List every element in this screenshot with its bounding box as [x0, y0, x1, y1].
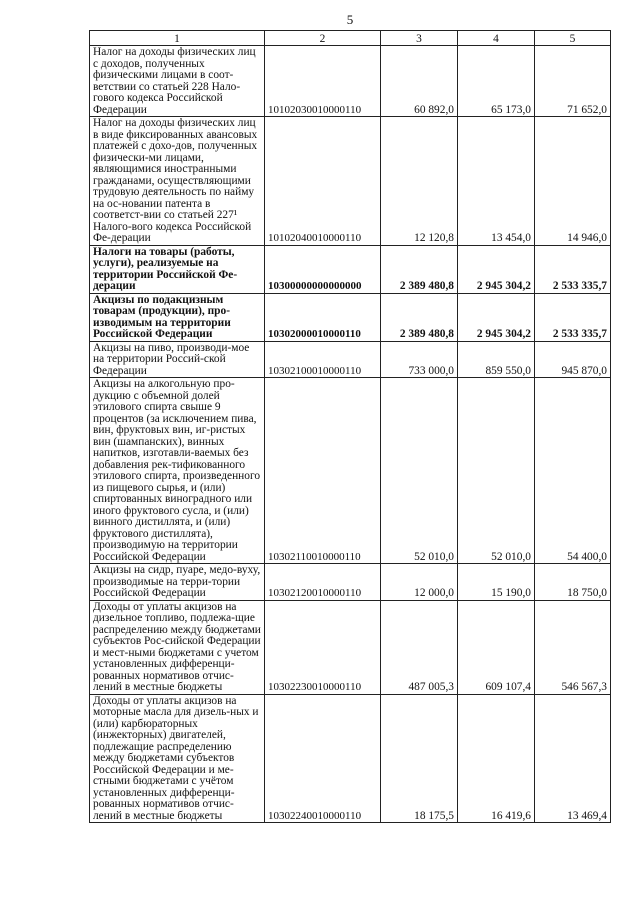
budget-code-cell: 10302110010000110: [265, 378, 381, 564]
revenue-name-cell: Налог на доходы физических лиц в виде фиксированных авансовых платежей с дохо-дов, полученных физически-ми лицами, являющимися иностранными гражданами, осуществляющими трудовую деятельность по найму на ос-новании патента в соответст-вии со статьей 227¹ Налого-вого кодекса Российской Фе-дерации: [90, 117, 265, 246]
budget-code-cell: 10302120010000110: [265, 564, 381, 601]
amount-cell-col3: 52 010,0: [381, 378, 458, 564]
amount-cell-col4: 52 010,0: [458, 378, 535, 564]
revenue-name-cell: Налог на доходы физических лиц с доходов, полученных физическими лицами в соот-ветствии со статьей 228 Нало-гового кодекса Российской Федерации: [90, 46, 265, 117]
amount-cell-col3: 487 005,3: [381, 600, 458, 694]
amount-cell-col3: 12 120,8: [381, 117, 458, 246]
column-header: 1: [90, 31, 265, 46]
amount-cell-col4: 859 550,0: [458, 341, 535, 378]
amount-cell-col5: 945 870,0: [535, 341, 611, 378]
amount-cell-col5: 18 750,0: [535, 564, 611, 601]
budget-code-cell: 10102040010000110: [265, 117, 381, 246]
table-row: [90, 245, 611, 293]
amount-cell-col5: 13 469,4: [535, 694, 611, 823]
revenue-name-cell: Акцизы на пиво, производи-мое на территории Россий-ской Федерации: [90, 341, 265, 378]
column-header: 2: [265, 31, 381, 46]
amount-cell-col3: 18 175,5: [381, 694, 458, 823]
column-number-row: [90, 31, 611, 46]
budget-code-cell: 10302100010000110: [265, 341, 381, 378]
column-header: 3: [381, 31, 458, 46]
amount-cell-col4: 65 173,0: [458, 46, 535, 117]
budget-code-cell: 10302000010000110: [265, 293, 381, 341]
amount-cell-col3: 2 389 480,8: [381, 293, 458, 341]
table-row: [90, 46, 611, 117]
budget-code-cell: 10302230010000110: [265, 600, 381, 694]
table-row: [90, 117, 611, 246]
amount-cell-col4: 15 190,0: [458, 564, 535, 601]
amount-cell-col5: 71 652,0: [535, 46, 611, 117]
amount-cell-col4: 609 107,4: [458, 600, 535, 694]
revenue-name-cell: Акцизы на сидр, пуаре, медо-вуху, производимые на терри-тории Российской Федерации: [90, 564, 265, 601]
budget-code-cell: 10300000000000000: [265, 245, 381, 293]
table-row: [90, 694, 611, 823]
revenue-table: [89, 30, 611, 823]
amount-cell-col3: 60 892,0: [381, 46, 458, 117]
amount-cell-col5: 54 400,0: [535, 378, 611, 564]
revenue-name-cell: Налоги на товары (работы, услуги), реализуемые на территории Российской Фе-дерации: [90, 245, 265, 293]
column-header: 4: [458, 31, 535, 46]
amount-cell-col5: 14 946,0: [535, 117, 611, 246]
budget-code-cell: 10102030010000110: [265, 46, 381, 117]
amount-cell-col4: 2 945 304,2: [458, 245, 535, 293]
amount-cell-col4: 2 945 304,2: [458, 293, 535, 341]
amount-cell-col5: 2 533 335,7: [535, 245, 611, 293]
budget-code-cell: 10302240010000110: [265, 694, 381, 823]
revenue-name-cell: Акцизы на алкогольную про-дукцию с объемной долей этилового спирта свыше 9 процентов (за исключением пива, вин, фруктовых вин, иг-ристых вин (шампанских), винных напитков, изготавли-ваемых без добавления рек-тификованного этилового спирта, произведенного из пищевого сырья, и (или) спиртованных виноградного или иного фруктового сусла, и (или) винного дистиллята, и (или) фруктового дистиллята), производимую на территории Российской Федерации: [90, 378, 265, 564]
table-row: [90, 600, 611, 694]
revenue-name-cell: Акцизы по подакцизным товарам (продукции), про-изводимым на территории Российской Федерации: [90, 293, 265, 341]
amount-cell-col4: 13 454,0: [458, 117, 535, 246]
table-row: [90, 378, 611, 564]
amount-cell-col3: 2 389 480,8: [381, 245, 458, 293]
revenue-name-cell: Доходы от уплаты акцизов на дизельное топливо, подлежа-щие распределению между бюджетами субъектов Рос-сийской Федерации и мест-ными бюджетами с учетом установленных дифференци-рованных нормативов отчис-лений в местные бюджеты: [90, 600, 265, 694]
column-header: 5: [535, 31, 611, 46]
amount-cell-col3: 733 000,0: [381, 341, 458, 378]
amount-cell-col4: 16 419,6: [458, 694, 535, 823]
table-row: [90, 564, 611, 601]
page-number: 5: [346, 12, 354, 27]
amount-cell-col5: 2 533 335,7: [535, 293, 611, 341]
amount-cell-col3: 12 000,0: [381, 564, 458, 601]
table-row: [90, 293, 611, 341]
revenue-name-cell: Доходы от уплаты акцизов на моторные масла для дизель-ных и (или) карбюраторных (инжекторных) двигателей, подлежащие распределению между бюджетами субъектов Российской Федерации и ме-стными бюджетами с учётом установленных дифференци-рованных нормативов отчис-лений в местные бюджеты: [90, 694, 265, 823]
amount-cell-col5: 546 567,3: [535, 600, 611, 694]
table-row: [90, 341, 611, 378]
